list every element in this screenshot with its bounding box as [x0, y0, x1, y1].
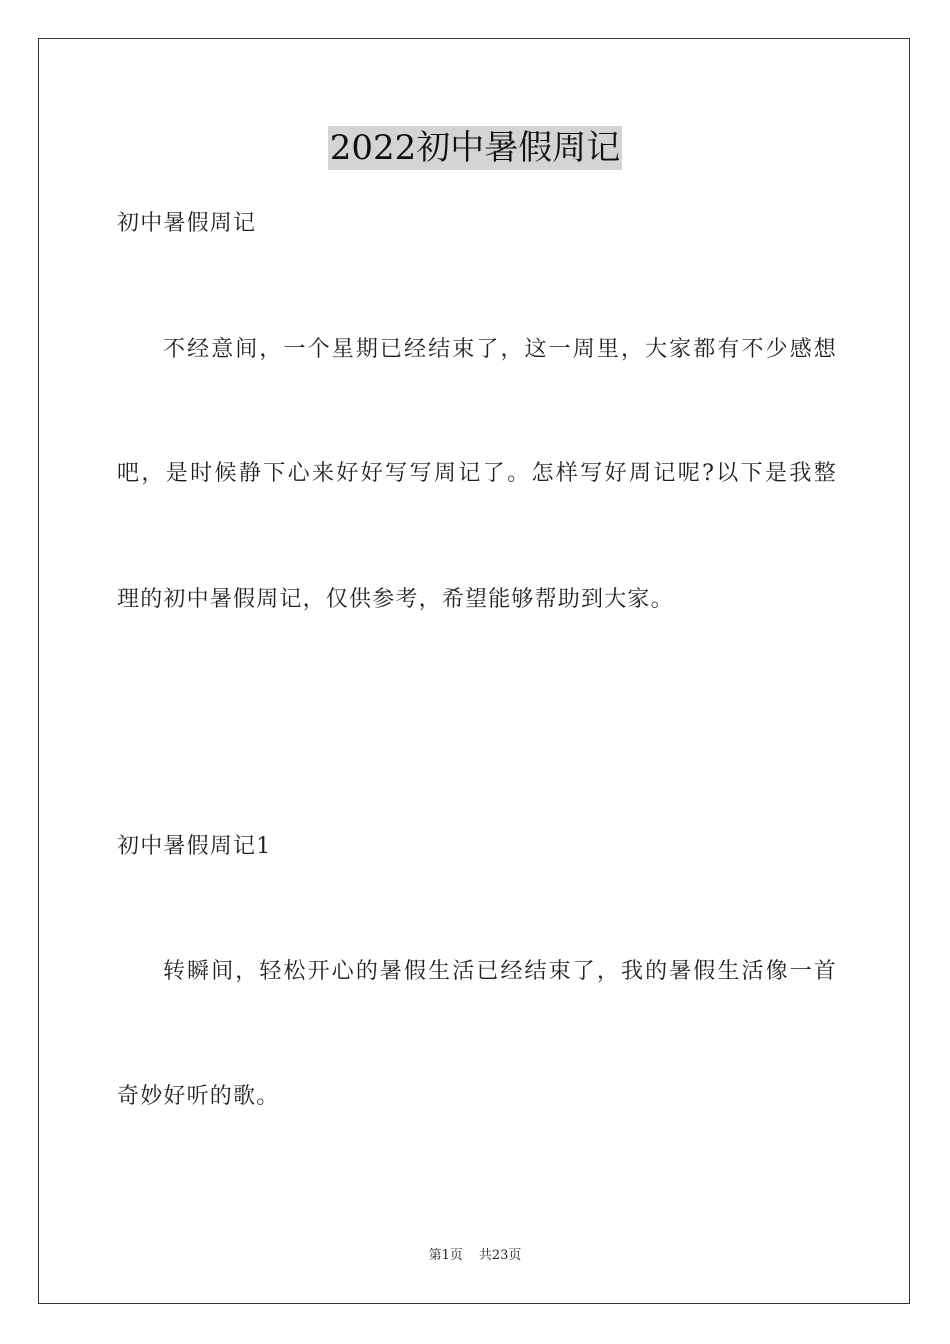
- paragraph-line: 不经意间，一个星期已经结束了，这一周里，大家都有不少感想: [163, 337, 837, 362]
- subtitle-line: 初中暑假周记: [117, 211, 257, 236]
- document-title: 2022初中暑假周记: [329, 128, 621, 168]
- paragraph-line: 吧，是时候静下心来好好写写周记了。怎样写好周记呢?以下是我整: [117, 461, 837, 486]
- paragraph-line: 奇妙好听的歌。: [117, 1084, 280, 1109]
- paragraph-line: 理的初中暑假周记，仅供参考，希望能够帮助到大家。: [117, 587, 674, 612]
- page-number: 第1页: [428, 1248, 463, 1263]
- page-footer: [0, 1247, 950, 1265]
- title-container: [0, 126, 950, 170]
- section-heading: 初中暑假周记1: [117, 834, 272, 859]
- paragraph-line: 转瞬间，轻松开心的暑假生活已经结束了，我的暑假生活像一首: [163, 959, 837, 984]
- page-total: 共23页: [478, 1248, 522, 1263]
